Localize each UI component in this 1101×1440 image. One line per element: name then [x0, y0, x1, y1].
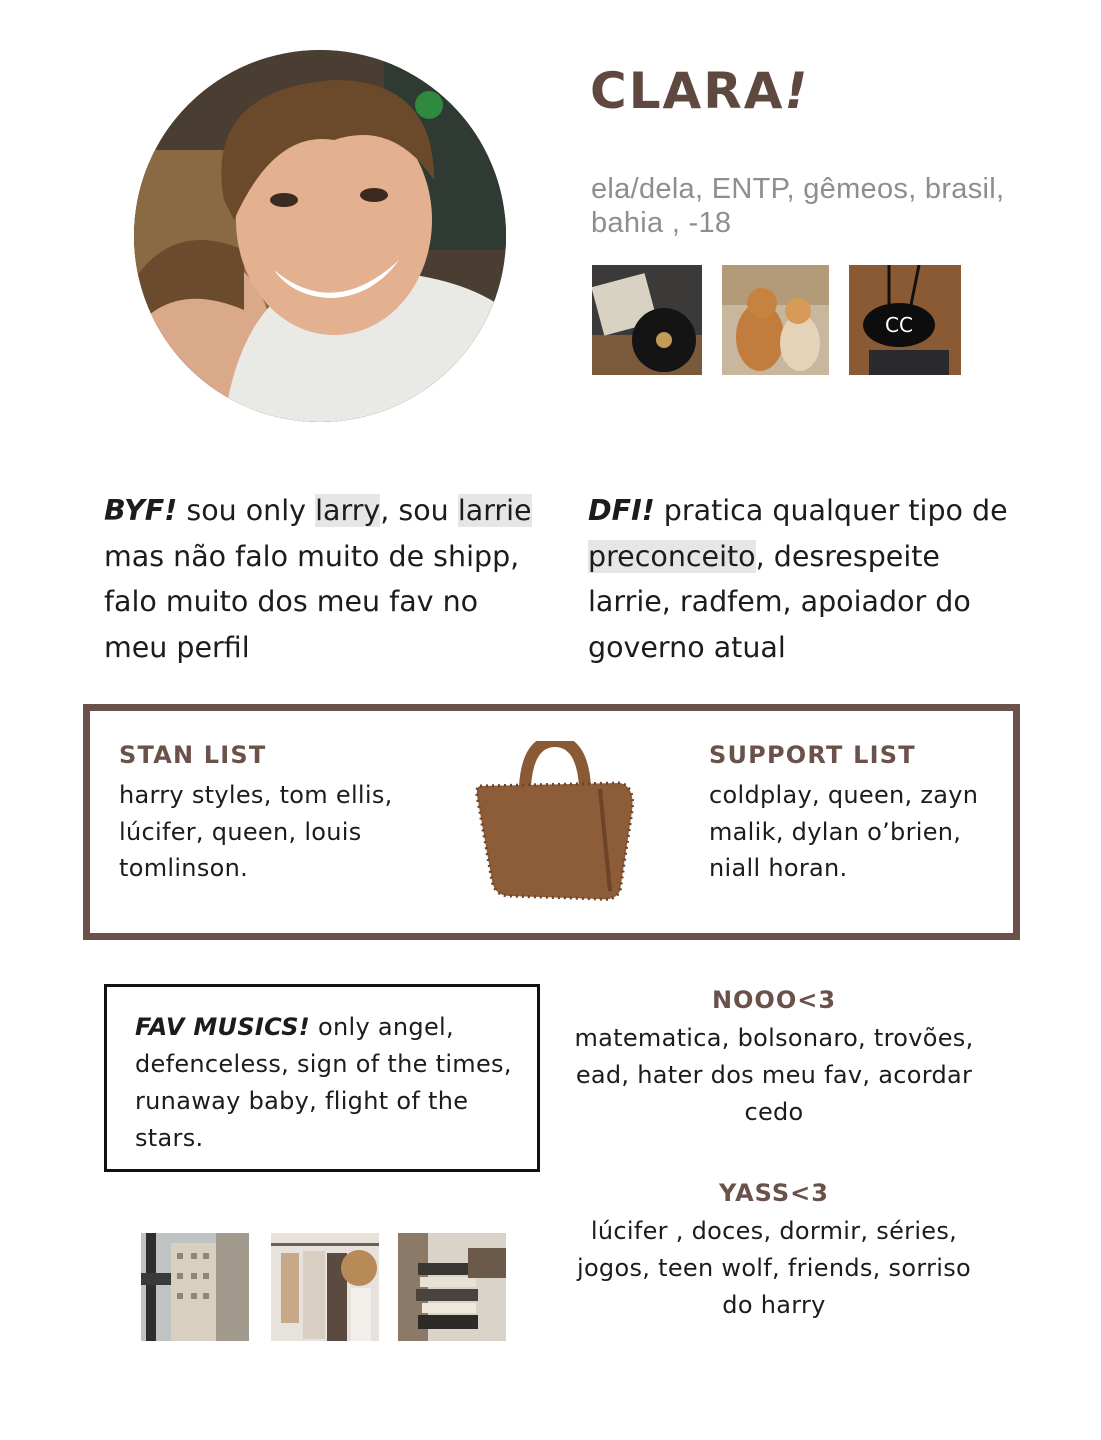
byf-label: BYF!: [104, 494, 178, 527]
bottom-photo-strip: [141, 1233, 511, 1343]
fav-musics-label: FAV MUSICS!: [135, 1013, 311, 1041]
byf-highlight: larrie: [457, 494, 532, 527]
fav-musics-text: [135, 1009, 525, 1157]
cats-photo: [722, 265, 829, 375]
support-list-title: SUPPORT LIST: [709, 741, 916, 769]
dfi-text: , desrespeite larrie, radfem, apoiador do governo atual: [588, 539, 971, 664]
lists-box: [83, 704, 1020, 940]
dfi-text: pratica qualquer tipo de: [654, 494, 1008, 527]
profile-name-suffix: !: [784, 62, 810, 120]
stan-list: [119, 741, 449, 887]
avatar: [134, 50, 506, 422]
dfi-highlight: preconceito: [588, 539, 756, 573]
clothes-rack-photo: [271, 1233, 379, 1341]
byf-text: sou only: [177, 494, 316, 527]
teddy-bag-image: [470, 741, 640, 901]
byf-text: mas não falo muito de shipp, falo muito dos meu fav no meu perfil: [104, 539, 520, 664]
city-photo: [141, 1233, 249, 1341]
byf-highlight: larry: [315, 494, 381, 527]
support-list: [709, 741, 1009, 887]
dfi-paragraph: [588, 488, 1008, 670]
profile-name-text: CLARA: [590, 62, 785, 120]
stan-list-title: STAN LIST: [119, 741, 267, 769]
stan-list-body: harry styles, tom ellis, lúcifer, queen, louis tomlinson.: [119, 781, 393, 882]
nooo-title: NOOO<3: [711, 986, 837, 1014]
vinyl-photo: [592, 265, 702, 375]
nooo-body: matematica, bolsonaro, trovões, ead, hater dos meu fav, acordar cedo: [574, 1024, 974, 1126]
svg-text:CC: CC: [885, 313, 913, 337]
profile-info: ela/dela, ENTP, gêmeos, brasil, bahia , -18: [591, 173, 1005, 239]
yass-section: [562, 1178, 986, 1324]
byf-paragraph: [104, 488, 544, 670]
books-photo: [398, 1233, 506, 1341]
support-list-body: coldplay, queen, zayn malik, dylan o’brien, niall horan.: [709, 781, 979, 882]
dfi-label: DFI!: [588, 494, 655, 527]
yass-title: YASS<3: [719, 1179, 829, 1207]
fav-musics-box: [104, 984, 540, 1172]
chanel-bag-photo: [849, 265, 961, 375]
top-photo-strip: [592, 265, 972, 375]
nooo-section: [562, 985, 986, 1131]
fav-musics-body: only angel, defenceless, sign of the times, runaway baby, flight of the stars.: [135, 1013, 512, 1152]
byf-text: , sou: [380, 494, 458, 527]
profile-name: [590, 62, 809, 120]
yass-body: lúcifer , doces, dormir, séries, jogos, teen wolf, friends, sorriso do harry: [576, 1217, 971, 1319]
